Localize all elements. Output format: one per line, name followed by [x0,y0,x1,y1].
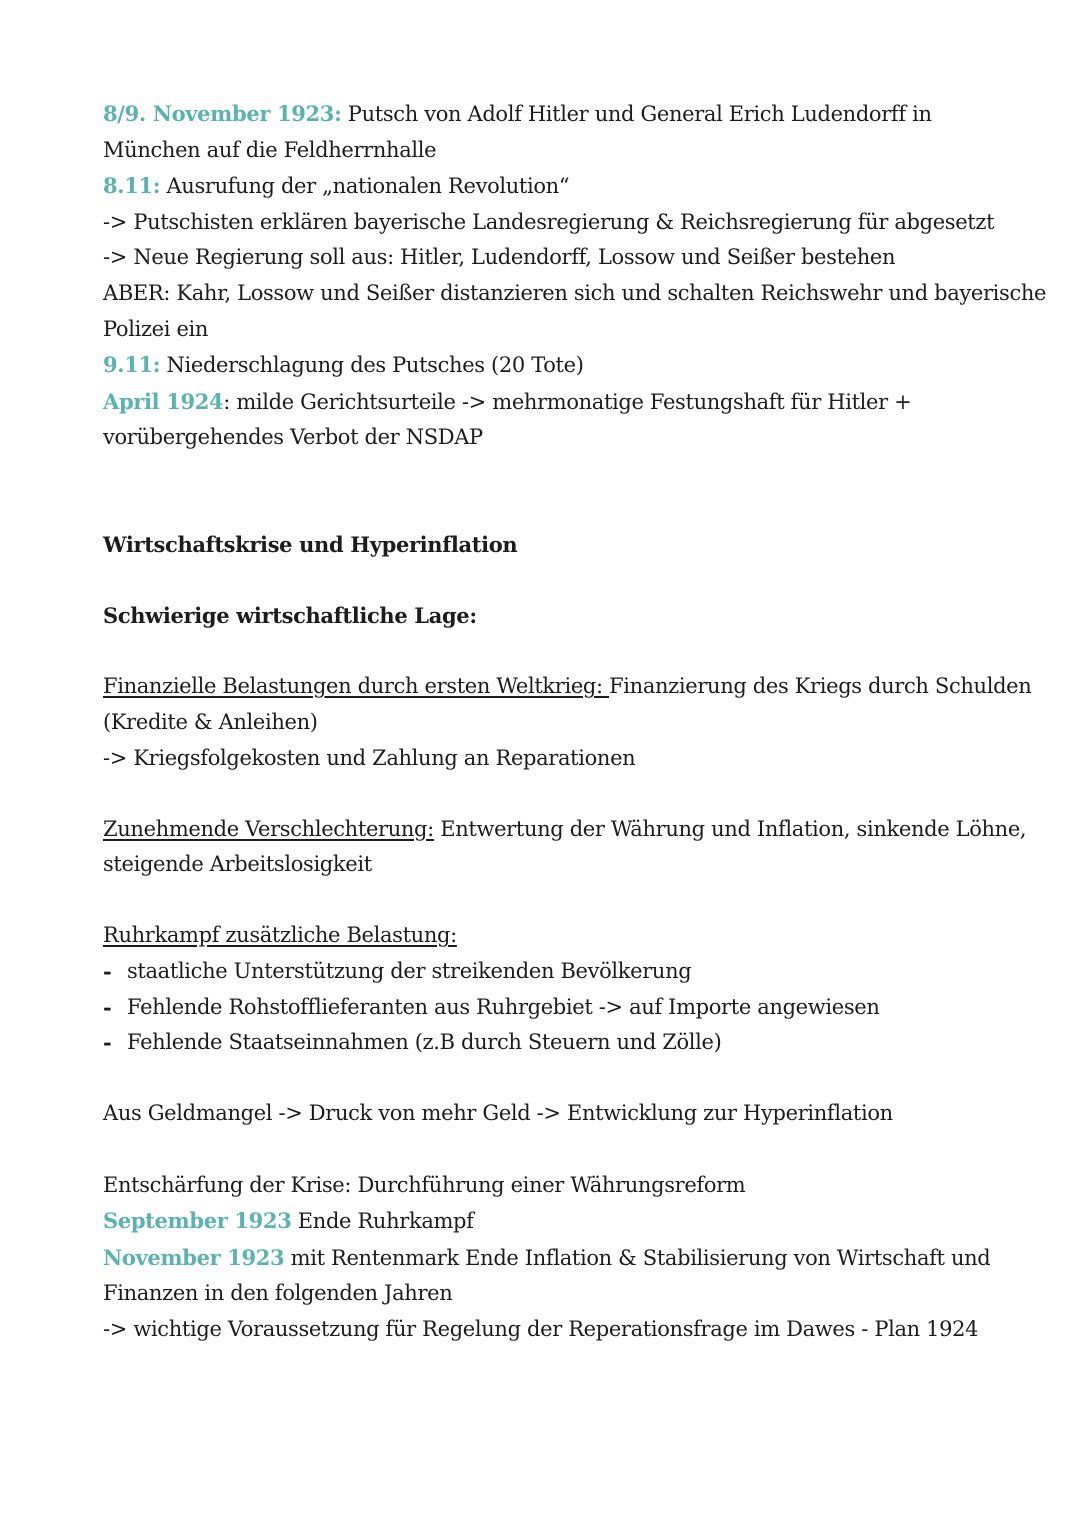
spacer [103,883,1003,919]
date-highlight: April 1924 [103,388,224,414]
verschlechterung-line-2: steigende Arbeitslosigkeit [103,852,372,877]
list-item-text: Fehlende Staatseinnahmen (z.B durch Steuern und Zölle) [127,1030,722,1055]
list-item [103,954,1003,990]
entschaerfung-line-2 [103,1203,1003,1240]
date-highlight: 8.11: [103,173,161,199]
bullet-dash-icon: - [103,1030,112,1056]
putsch-line-2: München auf die Feldherrnhalle [103,137,437,162]
putsch-line-4: -> Putschisten erklären bayerische Landesregierung & Reichsregierung für abgesetzt [103,209,995,234]
text: Ende Ruhrkampf [291,1209,474,1234]
entschaerfung-line-5: -> wichtige Voraussetzung für Regelung der Reperationsfrage im Dawes - Plan 1924 [103,1317,979,1341]
spacer [103,563,1003,599]
text: Niederschlagung des Putsches (20 Tote) [160,353,584,378]
list-item [103,990,1003,1026]
date-highlight: September 1923 [103,1208,292,1234]
spacer [103,456,1003,527]
finanz-label: Finanzielle Belastungen durch ersten Weltkrieg: [103,674,610,699]
entschaerfung-line-1: Entschärfung der Krise: Durchführung einer Währungsreform [103,1172,746,1197]
date-highlight: 8/9. November 1923: [103,101,342,126]
entschaerfung-line-4: Finanzen in den folgenden Jahren [103,1281,453,1306]
verschlechterung-line-1 [103,812,1027,848]
finanz-line-1 [103,669,1032,705]
section-subheading: Schwierige wirtschaftliche Lage: [103,603,477,629]
putsch-line-9 [103,384,1003,421]
text: Entwertung der Währung und Inflation, sinkende Löhne, [433,816,1027,841]
bullet-dash-icon: - [103,994,112,1020]
putsch-line-3 [103,168,1003,205]
finanz-line-2: (Kredite & Anleihen) [103,709,318,734]
list-item-text: staatliche Unterstützung der streikenden Bevölkerung [127,959,692,984]
text: : milde Gerichtsurteile -> mehrmonatige Festungshaft für Hitler + [223,389,912,414]
spacer [103,1061,1003,1097]
putsch-line-1 [103,96,1003,133]
text: Putsch von Adolf Hitler und General Erich Ludendorff in [341,102,932,126]
geldmangel-line: Aus Geldmangel -> Druck von mehr Geld -> Entwicklung zur Hyperinflation [103,1101,893,1126]
list-item-text: Fehlende Rohstofflieferanten aus Ruhrgebiet -> auf Importe angewiesen [127,994,880,1019]
spacer [103,634,1003,670]
putsch-line-5: -> Neue Regierung soll aus: Hitler, Ludendorff, Lossow und Seißer bestehen [103,245,896,270]
document-page [103,96,1047,1348]
putsch-line-6: ABER: Kahr, Lossow und Seißer distanzieren sich und schalten Reichswehr und bayerische [103,280,1047,305]
spacer [103,1132,1003,1168]
verschlechterung-label: Zunehmende Verschlechterung: [103,816,434,841]
putsch-line-10: vorübergehendes Verbot der NSDAP [103,425,483,450]
text: Finanzierung des Kriegs durch Schulden [609,674,1032,699]
date-highlight: November 1923 [103,1244,285,1270]
section-heading: Wirtschaftskrise und Hyperinflation [103,531,518,557]
entschaerfung-line-3 [103,1240,1003,1277]
finanz-line-3: -> Kriegsfolgekosten und Zahlung an Reparationen [103,745,636,770]
list-item [103,1025,1003,1061]
text: mit Rentenmark Ende Inflation & Stabilisierung von Wirtschaft und [284,1245,991,1270]
date-highlight: 9.11: [103,352,161,378]
ruhrkampf-label: Ruhrkampf zusätzliche Belastung: [103,923,457,948]
text: Ausrufung der „nationalen Revolution“ [160,174,570,199]
putsch-line-7: Polizei ein [103,316,209,341]
putsch-line-8 [103,347,1003,384]
bullet-dash-icon: - [103,959,112,985]
spacer [103,776,1003,812]
